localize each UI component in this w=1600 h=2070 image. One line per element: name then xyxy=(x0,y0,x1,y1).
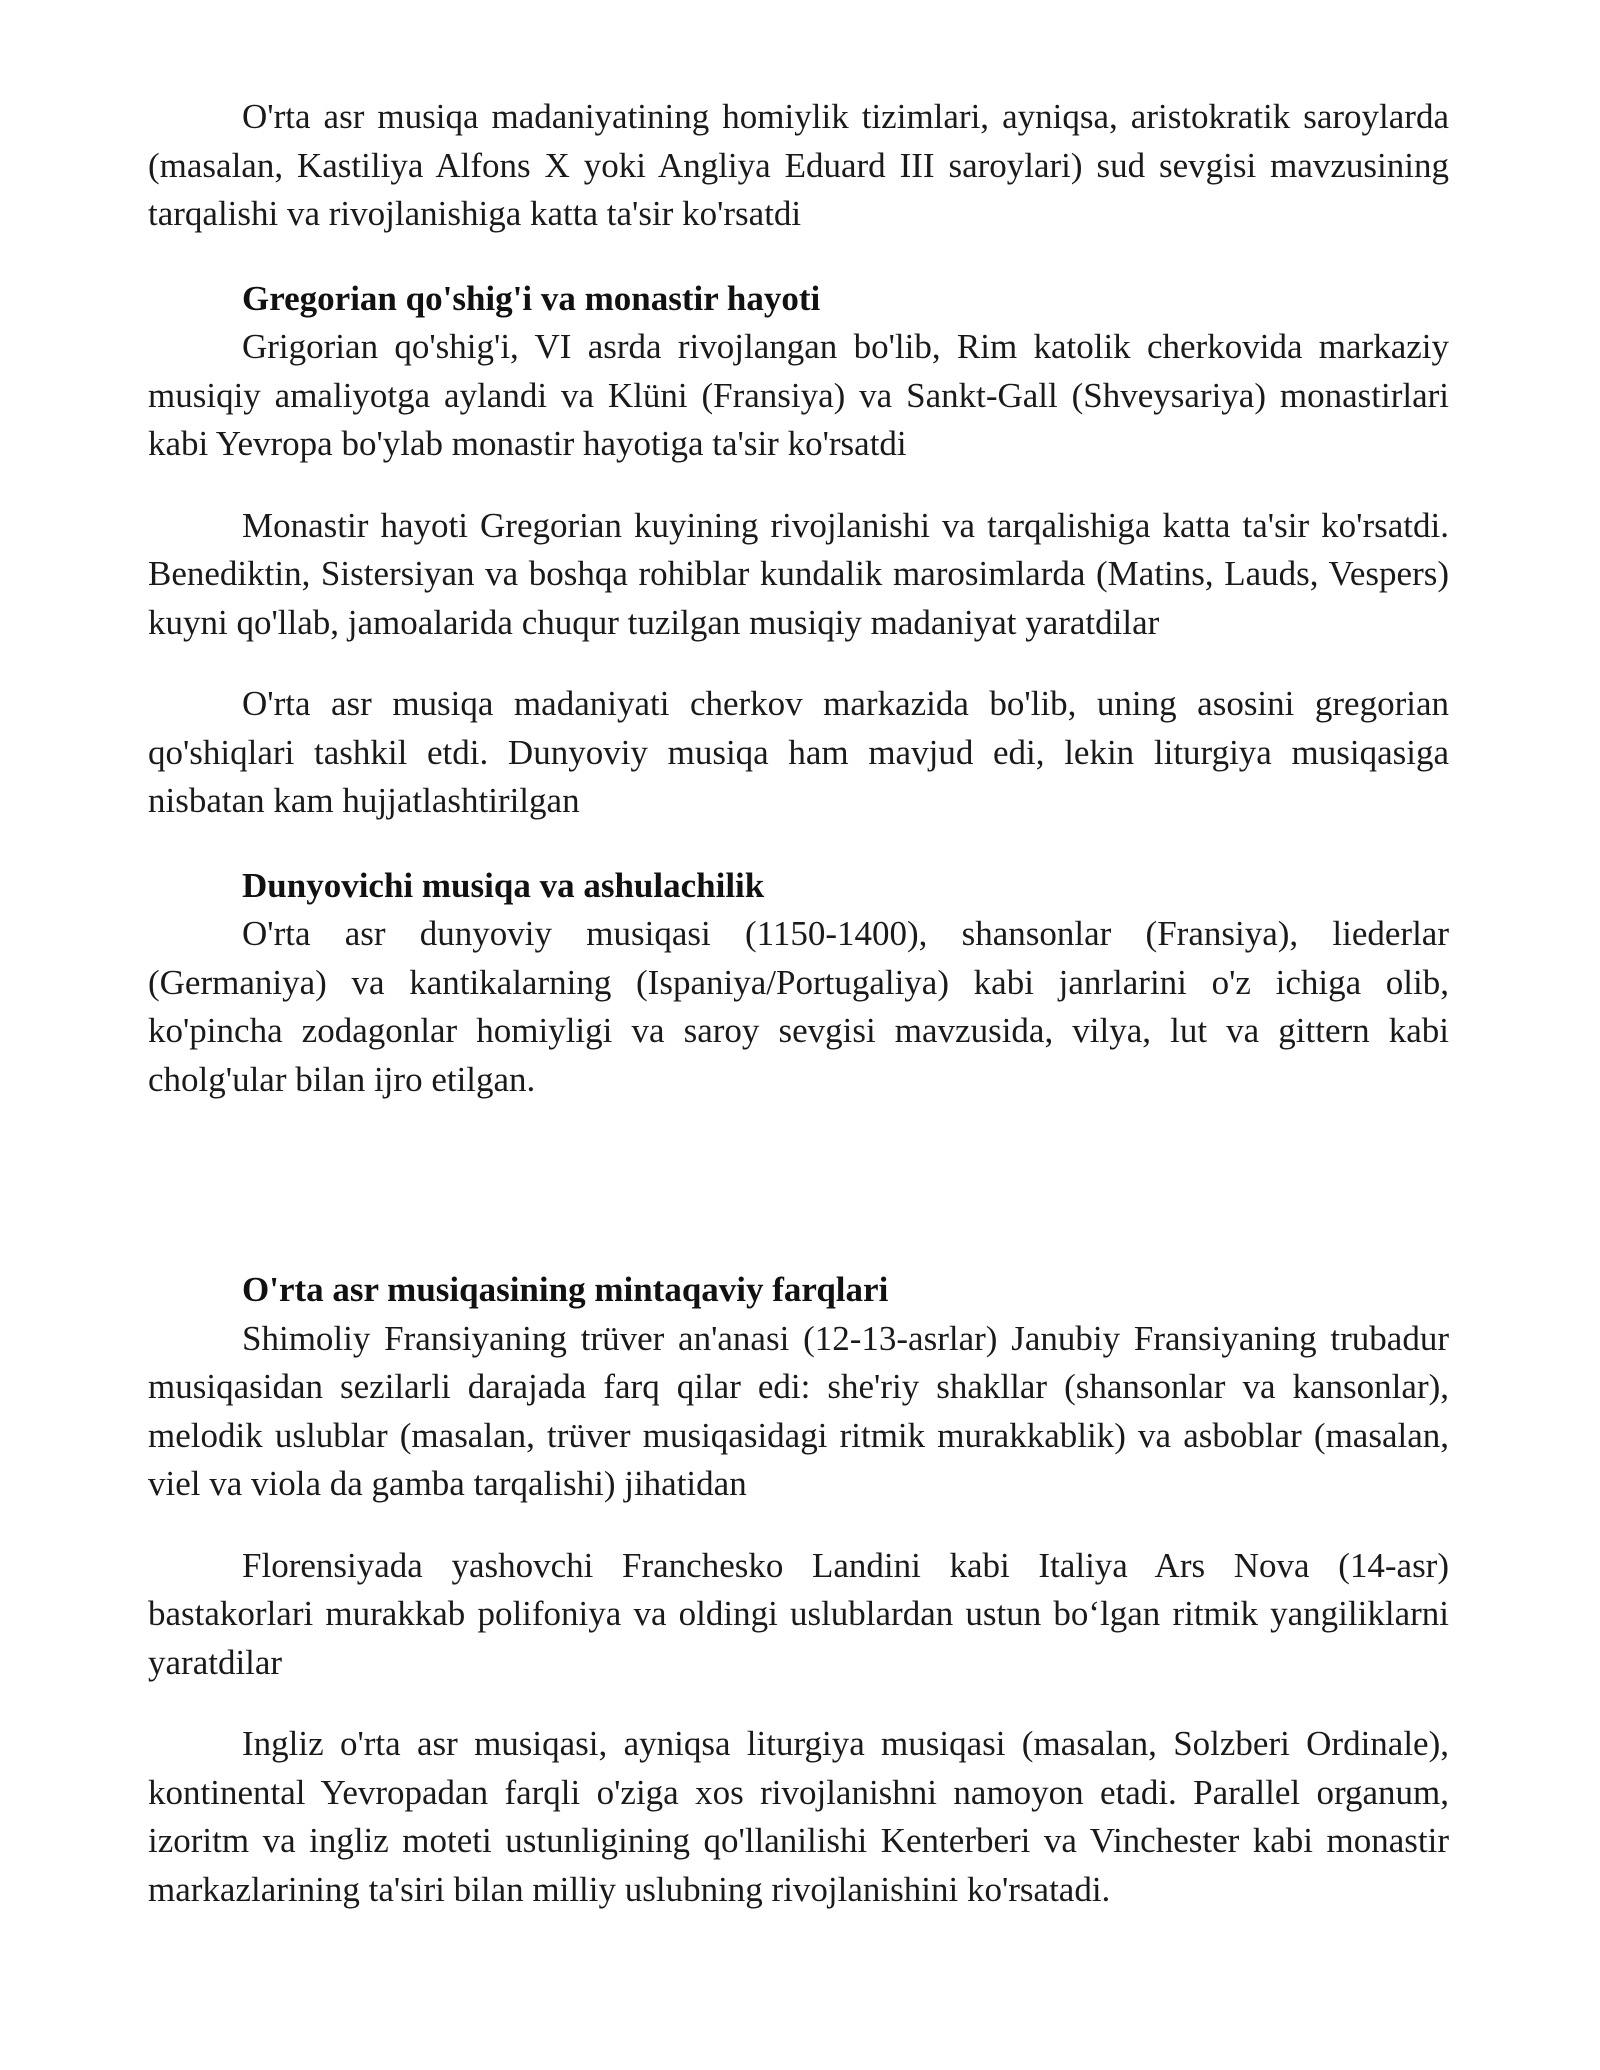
paragraph-church-music: O'rta asr musiqa madaniyati cherkov markazida bo'lib, uning asosini gregorian qo'shiqlari tashkil etdi. Dunyoviy musiqa ham mavjud edi, lekin liturgiya musiqasiga nisbatan kam hujjatlashtirilgan xyxy=(148,684,1449,820)
heading-regional-differences: O'rta asr musiqasining mintaqaviy farqlari xyxy=(242,1270,889,1309)
paragraph-trouvere-tradition: Shimoliy Fransiyaning trüver an'anasi (12-13-asrlar) Janubiy Fransiyaning trubadur musiqasidan sezilarli darajada farq qilar edi: she'riy shakllar (shansonlar va kansonlar), melodik uslublar (masalan, trüver musiqasidagi ritmik murakkablik) va asboblar (masalan, viel va viola da gamba tarqalishi) jihatidan xyxy=(148,1318,1449,1503)
paragraph-monastic-life: Monastir hayoti Gregorian kuyining rivojlanishi va tarqalishiga katta ta'sir ko'rsatdi. Benediktin, Sistersiyan va boshqa rohiblar kundalik marosimlarda (Matins, Lauds, Vespers) kuyni qo'llab, jamoalarida chuqur tuzilgan musiqiy madaniyat yaratdilar xyxy=(148,505,1449,642)
spacer xyxy=(148,469,1449,502)
document-page xyxy=(148,93,1449,1914)
heading-gregorian-chant: Gregorian qo'shig'i va monastir hayoti xyxy=(242,278,821,318)
spacer xyxy=(148,239,1449,275)
spacer xyxy=(148,1104,1449,1266)
paragraph-patronage: O'rta asr musiqa madaniyatining homiylik tizimlari, ayniqsa, aristokratik saroylarda (masalan, Kastiliya Alfons X yoki Angliya Eduard III saroylari) sud sevgisi mavzusining tarqalishi va rivojlanishiga katta ta'sir ko'rsatdi xyxy=(148,97,1449,233)
spacer xyxy=(148,1509,1449,1542)
paragraph-english-music: Ingliz o'rta asr musiqasi, ayniqsa liturgiya musiqasi (masalan, Solzberi Ordinale), kontinental Yevropadan farqli o'ziga xos rivojlanishni namoyon etadi. Parallel organum, izoritm va ingliz moteti ustunligining qo'llanilishi Kenterberi va Vinchester kabi monastir markazlarining ta'siri bilan milliy uslubning rivojlanishini ko'rsatadi. xyxy=(148,1724,1449,1909)
paragraph-secular-music: O'rta asr dunyoviy musiqasi (1150-1400), shansonlar (Fransiya), liederlar (Germaniya) va kantikalarning (Ispaniya/Portugaliya) kabi janrlarini o'z ichiga olib, ko'pincha zodagonlar homiyligi va saroy sevgisi mavzusida, vilya, lut va gittern kabi cholg'ular bilan ijro etilgan. xyxy=(148,914,1449,1099)
spacer xyxy=(148,1687,1449,1720)
spacer xyxy=(148,647,1449,680)
spacer xyxy=(148,826,1449,862)
heading-secular-music: Dunyovichi musiqa va ashulachilik xyxy=(242,865,765,905)
paragraph-ars-nova: Florensiyada yashovchi Franchesko Landini kabi Italiya Ars Nova (14-asr) bastakorlari murakkab polifoniya va oldingi uslublardan ustun bo‘lgan ritmik yangiliklarni yaratdilar xyxy=(148,1545,1449,1682)
paragraph-gregorian-chant: Grigorian qo'shig'i, VI asrda rivojlangan bo'lib, Rim katolik cherkovida markaziy musiqiy amaliyotga aylandi va Klüni (Fransiya) va Sankt-Gall (Shveysariya) monastirlari kabi Yevropa bo'ylab monastir hayotiga ta'sir ko'rsatdi xyxy=(148,327,1449,463)
